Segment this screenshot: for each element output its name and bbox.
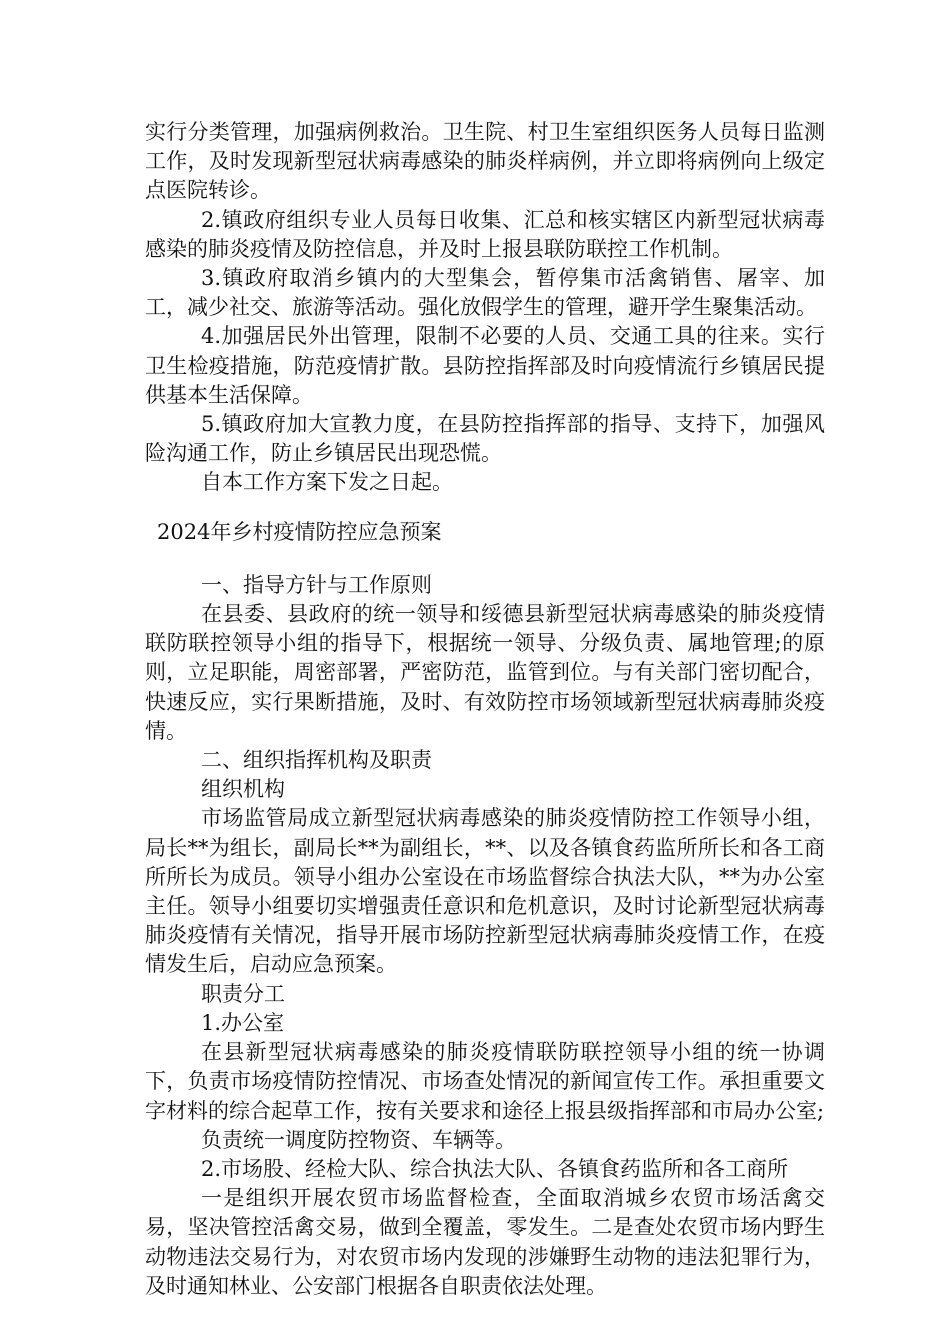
heading-market-units: 2.市场股、经检大队、综合执法大队、各镇食药监所和各工商所 (201, 1156, 789, 1181)
heading-command-structure: 二、组织指挥机构及职责 (201, 748, 432, 773)
paragraph-item-4: 4.加强居民外出管理，限制不必要的人员、交通工具的往来。实行卫生检疫措施，防范疫情扩散。县防控指挥部及时向疫情流行乡镇居民提供基本生活保障。 (145, 324, 825, 407)
document-page (145, 118, 825, 1301)
heading-guiding-principles: 一、指导方针与工作原则 (201, 572, 432, 597)
heading-organization: 组织机构 (201, 777, 285, 802)
heading-responsibilities: 职责分工 (201, 981, 285, 1006)
document-title: 2024年乡村疫情防控应急预案 (157, 519, 442, 544)
paragraph-item-5: 5.镇政府加大宣教力度，在县防控指挥部的指导、支持下，加强风险沟通工作，防止乡镇居民出现恐慌。 (145, 412, 825, 466)
paragraph-organization: 市场监管局成立新型冠状病毒感染的肺炎疫情防控工作领导小组，局长**为组长，副局长**为副组长，**、以及各镇食药监所所长和各工商所所长为成员。领导小组办公室设在市场监督综合执法大队，**为办公室主任。领导小组要切实增强责任意识和危机意识，及时讨论新型冠状病毒肺炎疫情有关情况，指导开展市场防控新型冠状病毒肺炎疫情工作，在疫情发生后，启动应急预案。 (145, 806, 825, 977)
paragraph-case-management: 实行分类管理，加强病例救治。卫生院、村卫生室组织医务人员每日监测工作，及时发现新型冠状病毒感染的肺炎样病例，并立即将病例向上级定点医院转诊。 (145, 120, 825, 203)
paragraph-effective-date: 自本工作方案下发之日起。 (201, 470, 453, 495)
heading-office: 1.办公室 (201, 1010, 285, 1035)
paragraph-guiding-principles: 在县委、县政府的统一领导和绥德县新型冠状病毒感染的肺炎疫情联防联控领导小组的指导下，根据统一领导、分级负责、属地管理;的原则，立足职能，周密部署，严密防范，监管到位。与有关部门密切配合，快速反应，实行果断措施，及时、有效防控市场领域新型冠状病毒肺炎疫情。 (145, 602, 825, 743)
paragraph-office-duties: 在县新型冠状病毒感染的肺炎疫情联防联控领导小组的统一协调下，负责市场疫情防控情况、市场查处情况的新闻宣传工作。承担重要文字材料的综合起草工作，按有关要求和途径上报县级指挥部和市局办公室; (145, 1040, 825, 1123)
paragraph-office-dispatch: 负责统一调度防控物资、车辆等。 (201, 1127, 516, 1152)
paragraph-item-2: 2.镇政府组织专业人员每日收集、汇总和核实辖区内新型冠状病毒感染的肺炎疫情及防控信息，并及时上报县联防联控工作机制。 (145, 207, 825, 261)
paragraph-item-3: 3.镇政府取消乡镇内的大型集会，暂停集市活禽销售、屠宰、加工，减少社交、旅游等活动。强化放假学生的管理，避开学生聚集活动。 (145, 266, 825, 320)
paragraph-market-inspection: 一是组织开展农贸市场监督检查，全面取消城乡农贸市场活禽交易，坚决管控活禽交易，做到全覆盖，零发生。二是查处农贸市场内野生动物违法交易行为，对农贸市场内发现的涉嫌野生动物的违法犯罪行为，及时通知林业、公安部门根据各自职责依法处理。 (145, 1186, 825, 1298)
